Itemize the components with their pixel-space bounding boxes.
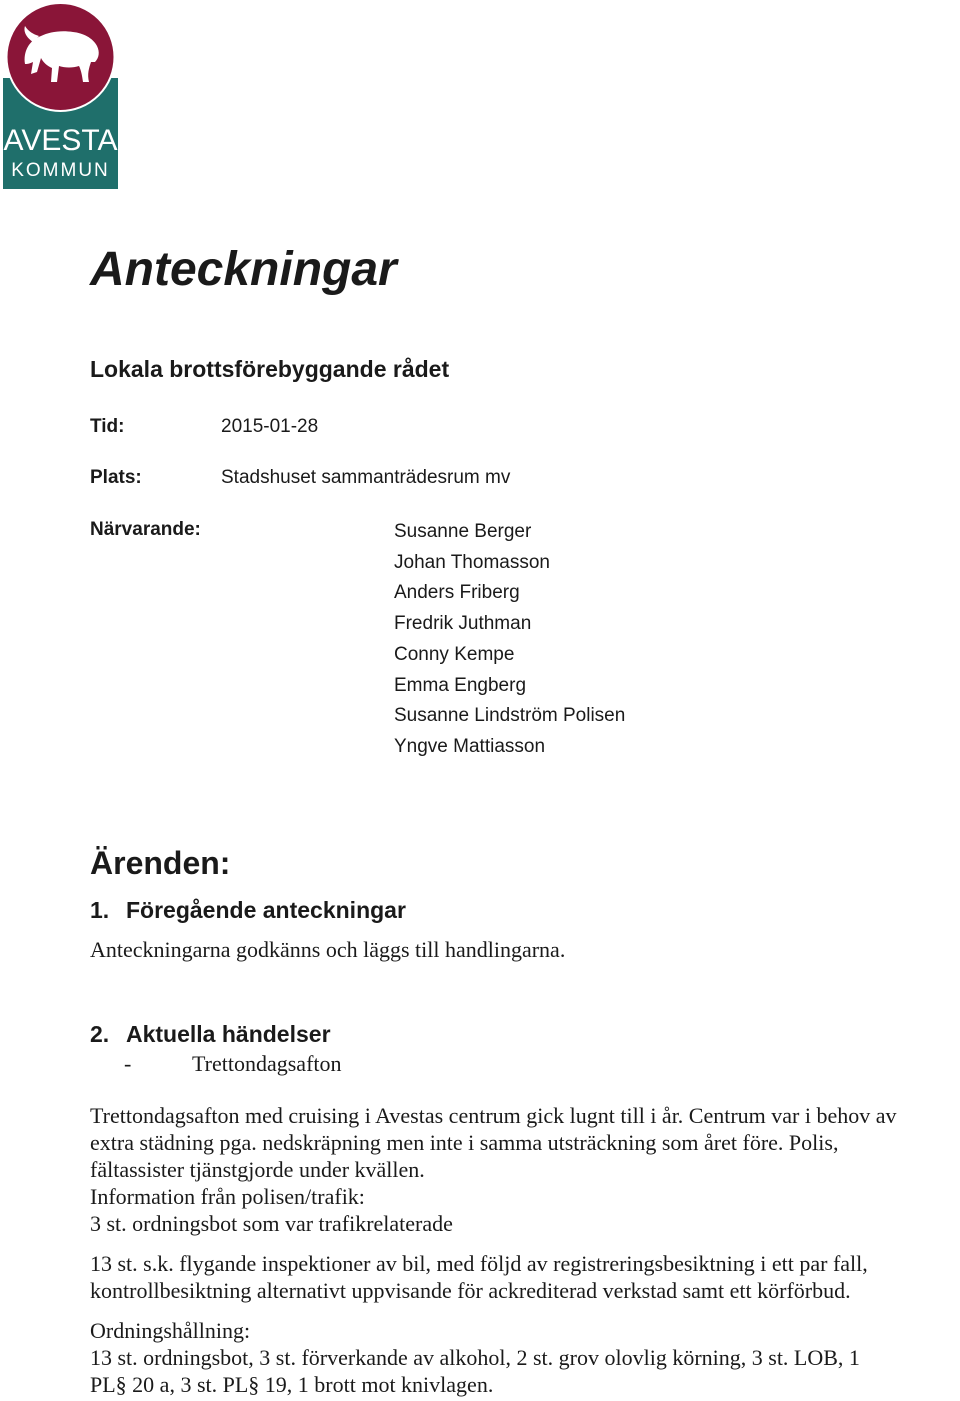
matters-heading: Ärenden: bbox=[90, 845, 231, 881]
paragraph-line: Trettondagsafton med cruising i Avestas centrum gick lugnt till i år. Centrum var i behov av bbox=[90, 1103, 897, 1128]
item-title: Aktuella händelser bbox=[126, 1021, 331, 1047]
attendee: Anders Friberg bbox=[394, 582, 520, 604]
order-line: PL§ 20 a, 3 st. PL§ 19, 1 brott mot knivlagen. bbox=[90, 1372, 494, 1397]
time-label: Tid: bbox=[90, 416, 125, 437]
item-title: Föregående anteckningar bbox=[126, 897, 406, 923]
attendee-list bbox=[394, 517, 625, 763]
place-label: Plats: bbox=[90, 467, 142, 488]
item-1-heading bbox=[90, 896, 406, 924]
order-line: Ordningshållning: bbox=[90, 1318, 251, 1343]
bullet-text: Trettondagsafton bbox=[192, 1051, 342, 1076]
paragraph-line: fältassister tjänstgjorde under kvällen. bbox=[90, 1157, 425, 1182]
paragraph-line: extra städning pga. nedskräpning men inte i samma utsträckning som året före. Polis, bbox=[90, 1130, 839, 1155]
logo-line1: AVESTA bbox=[3, 124, 118, 157]
item-number: 1. bbox=[90, 897, 110, 923]
attendees-label: Närvarande: bbox=[90, 519, 201, 540]
time-value: 2015-01-28 bbox=[221, 416, 319, 437]
attendee: Johan Thomasson bbox=[394, 551, 550, 573]
item-number: 2. bbox=[90, 1021, 110, 1047]
order-line: 13 st. ordningsbot, 3 st. förverkande av alkohol, 2 st. grov olovlig körning, 3 st. LOB, 1 bbox=[90, 1345, 860, 1370]
attendee: Yngve Mattiasson bbox=[394, 735, 546, 757]
logo-line2: KOMMUN bbox=[11, 160, 110, 181]
bison-emblem-icon bbox=[3, 2, 118, 189]
item-2-heading bbox=[90, 1020, 331, 1048]
place-value: Stadshuset sammanträdesrum mv bbox=[221, 467, 511, 488]
inspection-line: kontrollbesiktning alternativt uppvisande för ackrediterad verkstad samt ett körförbud. bbox=[90, 1278, 851, 1303]
attendee: Emma Engberg bbox=[394, 674, 527, 696]
document-title: Anteckningar bbox=[90, 243, 397, 296]
paragraph-line: Information från polisen/trafik: bbox=[90, 1184, 365, 1209]
item-1-text: Anteckningarna godkänns och läggs till handlingarna. bbox=[90, 937, 566, 962]
attendee: Conny Kempe bbox=[394, 643, 515, 665]
inspection-line: 13 st. s.k. flygande inspektioner av bil, med följd av registreringsbesiktning i ett par fall, bbox=[90, 1251, 868, 1276]
bullet-dash: - bbox=[124, 1051, 132, 1076]
attendee: Susanne Lindström Polisen bbox=[394, 705, 626, 727]
attendee: Fredrik Juthman bbox=[394, 613, 532, 635]
attendee: Susanne Berger bbox=[394, 521, 532, 542]
document-subtitle: Lokala brottsförebyggande rådet bbox=[90, 356, 450, 382]
paragraph-line: 3 st. ordningsbot som var trafikrelaterade bbox=[90, 1211, 453, 1236]
avesta-kommun-logo bbox=[3, 2, 118, 189]
